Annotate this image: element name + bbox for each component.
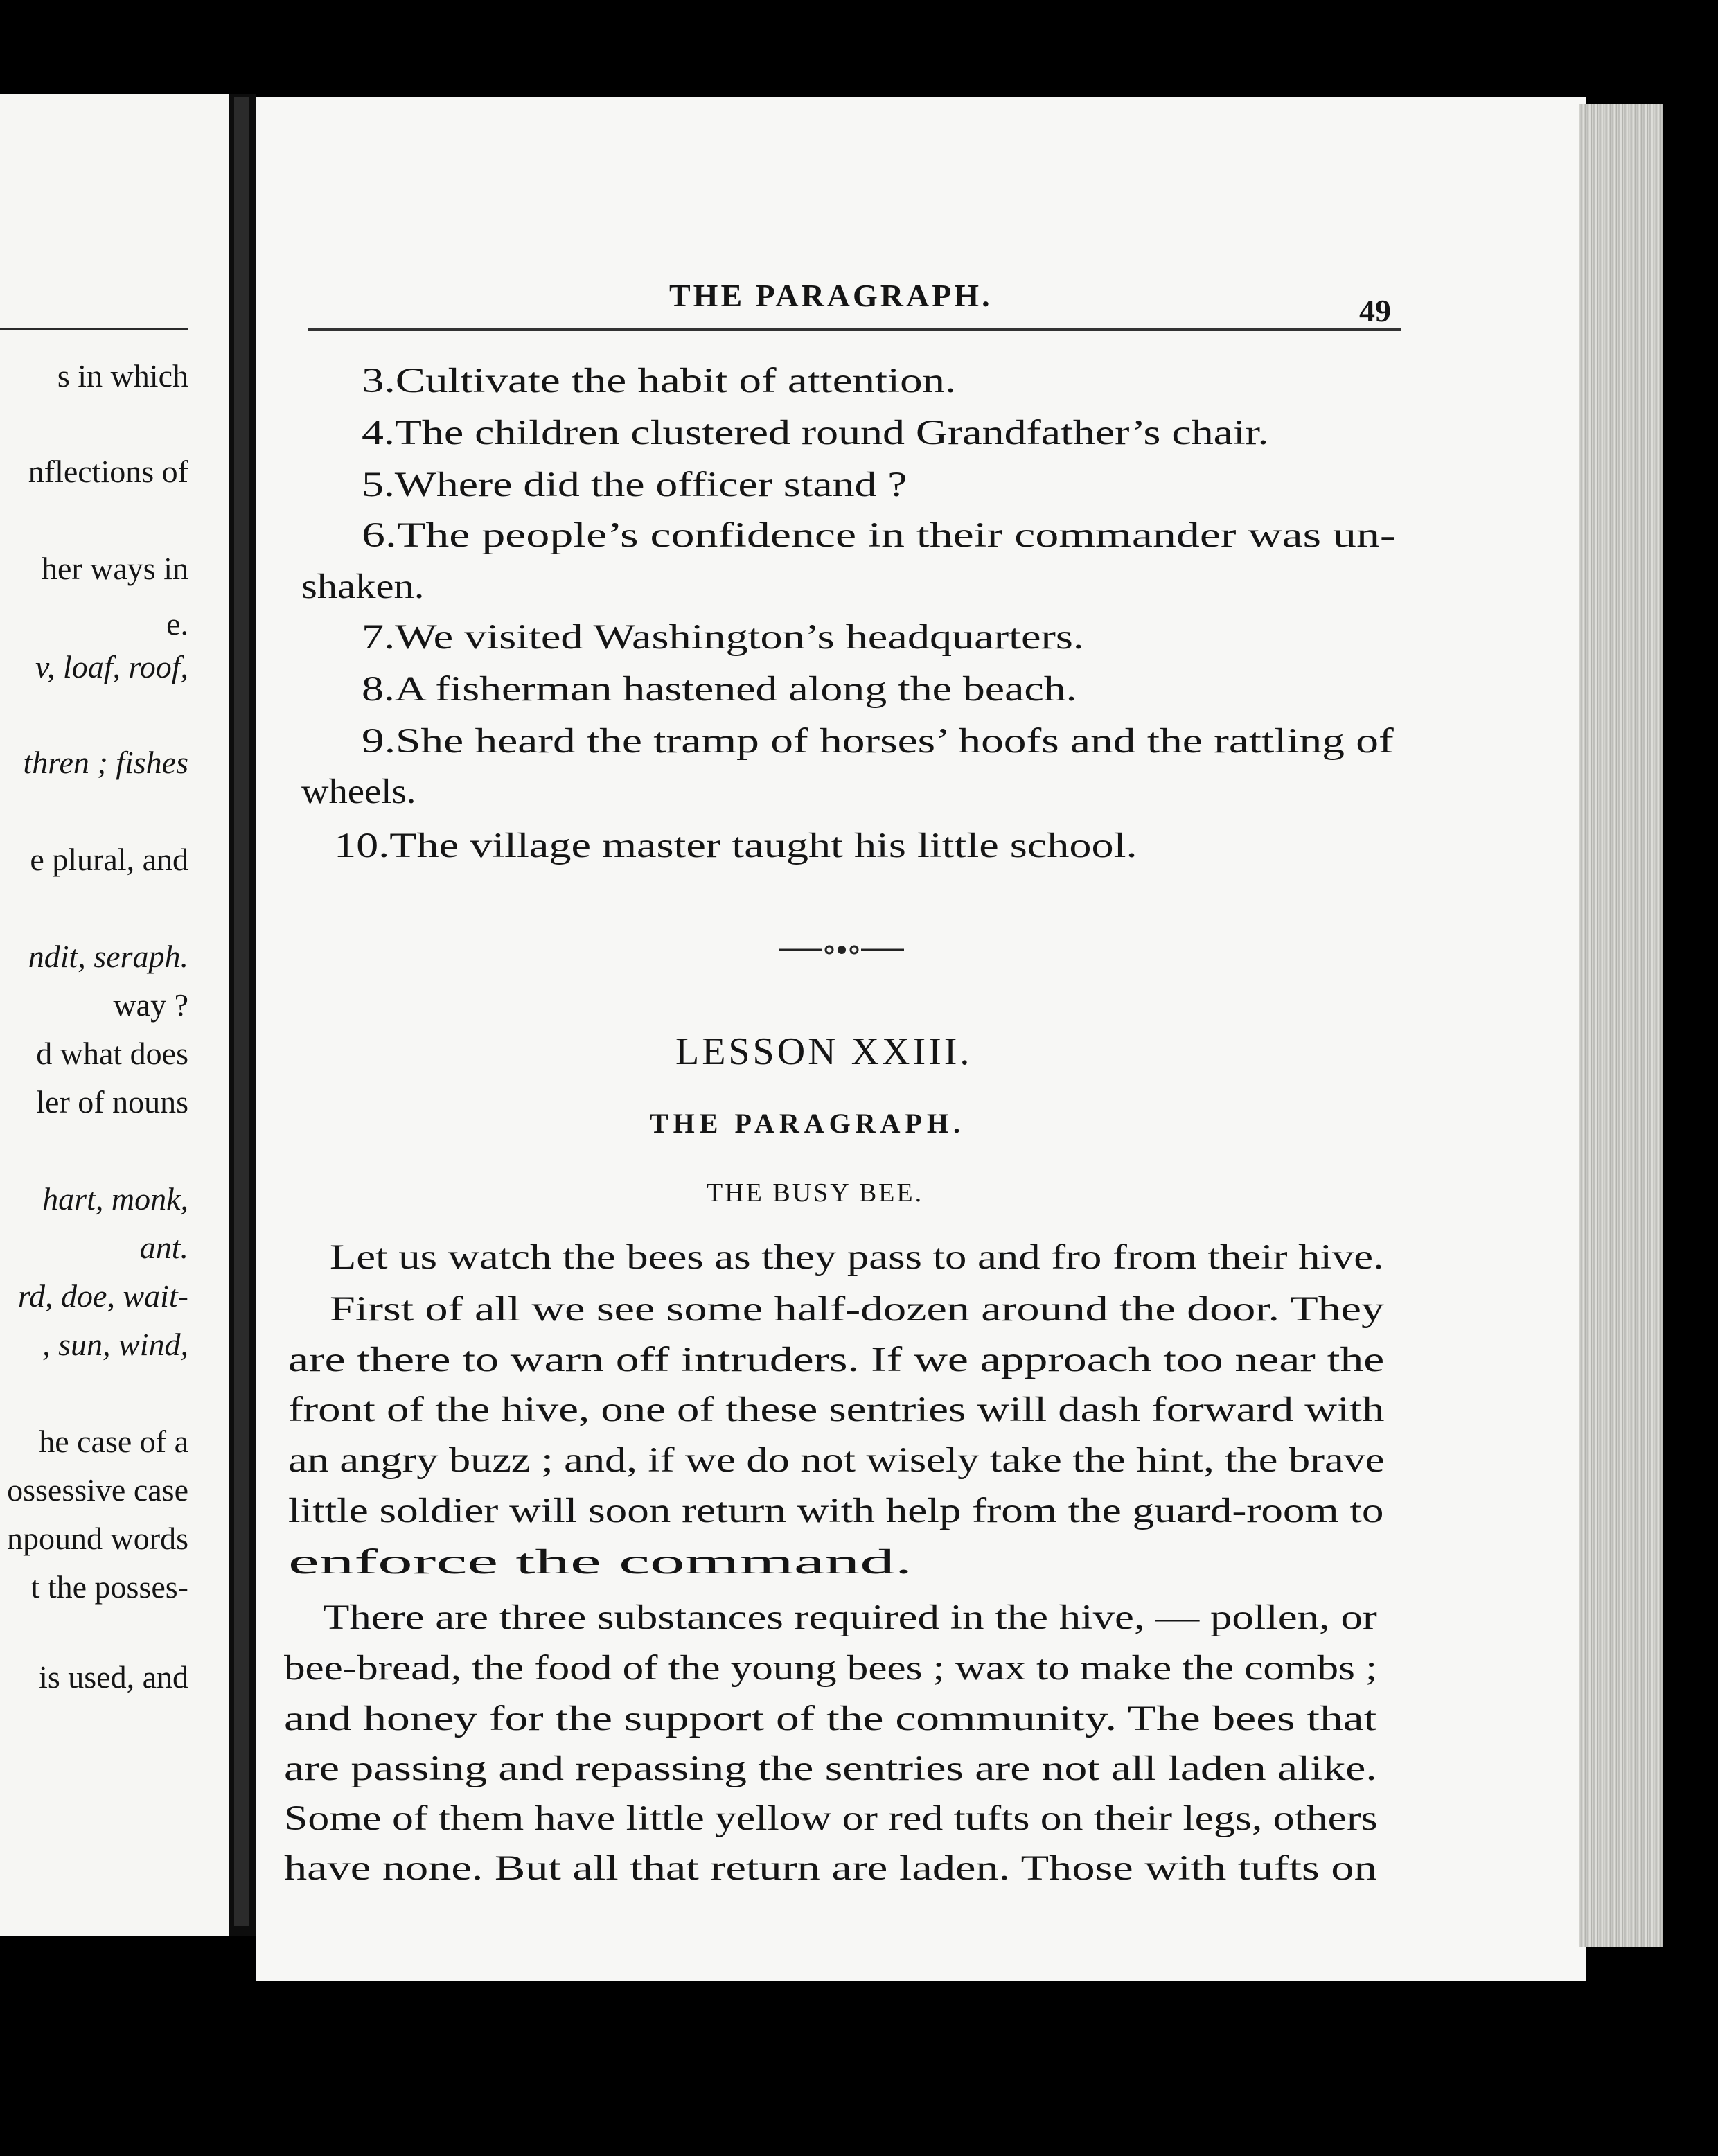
ornament-divider — [779, 939, 904, 960]
exercise-item — [362, 672, 1077, 707]
exercise-text: Cultivate the habit of attention. — [395, 362, 957, 400]
exercise-number: 3. — [362, 362, 396, 400]
exercise-text: Where did the officer stand ? — [394, 466, 907, 504]
exercise-number: 10. — [334, 827, 390, 865]
left-page-fragment: e plural, and — [30, 842, 188, 877]
body-line: have none. But all that return are laden. Those with tufts on — [284, 1849, 1377, 1888]
left-page-fragment: hart, monk, — [42, 1181, 188, 1217]
exercise-number: 6. — [362, 516, 397, 555]
exercise-number: 7. — [362, 618, 396, 657]
book-gutter — [234, 97, 249, 1926]
body-line: First of all we see some half-dozen around the door. They — [330, 1290, 1384, 1329]
left-page-fragment: nflections of — [28, 454, 188, 489]
exercise-continuation: shaken. — [301, 567, 425, 606]
exercise-number: 9. — [362, 722, 396, 761]
page-edges — [1579, 104, 1663, 1947]
exercise-text: We visited Washington’s headquarters. — [395, 618, 1084, 657]
body-line: bee-bread, the food of the young bees ; wax to make the combs ; — [284, 1649, 1378, 1688]
left-page-fragment: v, loaf, roof, — [35, 649, 188, 684]
left-page-fragment: e. — [166, 606, 188, 642]
exercise-text: A fisherman hastened along the beach. — [394, 670, 1077, 709]
page-number: 49 — [1359, 293, 1391, 328]
left-page-fragment: npound words — [7, 1521, 188, 1556]
body-line: little soldier will soon return with help from the guard-room to — [288, 1492, 1384, 1530]
exercise-item — [362, 518, 1395, 554]
exercise-item — [362, 724, 1394, 759]
exercise-item — [362, 468, 907, 503]
body-line: are there to warn off intruders. If we approach too near the — [288, 1341, 1385, 1379]
left-page-fragment: he case of a — [39, 1424, 188, 1459]
body-line: front of the hive, one of these sentries will dash forward with — [288, 1390, 1385, 1429]
left-page-fragment: , sun, wind, — [42, 1327, 188, 1362]
left-page-rule — [0, 328, 188, 330]
exercise-number: 5. — [362, 466, 395, 504]
left-page-fragment: thren ; fishes — [23, 745, 188, 780]
left-page-fragment: s in which — [57, 358, 188, 394]
body-line: There are three substances required in the hive, — pollen, or — [323, 1598, 1377, 1637]
body-line: are passing and repassing the sentries are not all laden alike. — [284, 1749, 1377, 1788]
left-page-fragment: rd, doe, wait- — [17, 1278, 188, 1314]
exercise-item — [362, 364, 956, 399]
running-header: THE PARAGRAPH. — [669, 278, 993, 313]
left-page-fragment: way ? — [113, 987, 188, 1023]
story-title: THE BUSY BEE. — [707, 1178, 924, 1208]
left-page-fragment: ant. — [139, 1230, 188, 1265]
body-line: an angry buzz ; and, if we do not wisely take the hint, the brave — [288, 1441, 1385, 1480]
exercise-item — [362, 620, 1084, 655]
body-line: Some of them have little yellow or red tufts on their legs, others — [284, 1799, 1378, 1838]
left-page-fragment: d what does — [36, 1036, 188, 1071]
body-line: enforce the command. — [288, 1543, 913, 1582]
body-line: Let us watch the bees as they pass to and fro from their hive. — [330, 1238, 1384, 1277]
left-page-fragment: is used, and — [39, 1659, 188, 1695]
header-rule — [308, 328, 1401, 331]
left-page-fragment: ler of nouns — [36, 1084, 188, 1120]
left-page — [0, 94, 229, 1936]
exercise-item — [334, 829, 1137, 864]
body-line: and honey for the support of the community. The bees that — [284, 1699, 1377, 1738]
scan-border — [0, 2078, 1718, 2156]
section-title: THE PARAGRAPH. — [650, 1108, 966, 1139]
exercise-item — [362, 416, 1268, 451]
exercise-number: 8. — [362, 670, 395, 709]
exercise-continuation: wheels. — [301, 772, 416, 811]
exercise-text: The village master taught his little school. — [389, 827, 1137, 865]
left-page-fragment: her ways in — [41, 551, 188, 586]
exercise-text: The children clustered round Grandfather’s chair. — [394, 414, 1269, 452]
exercise-text: The people’s confidence in their commander was un- — [396, 516, 1396, 555]
left-page-fragment: t the posses- — [30, 1569, 188, 1605]
exercise-number: 4. — [362, 414, 395, 452]
left-page-fragment: ossessive case — [7, 1472, 188, 1508]
lesson-title: LESSON XXIII. — [675, 1030, 973, 1073]
left-page-fragment: ndit, seraph. — [28, 939, 188, 974]
exercise-text: She heard the tramp of horses’ hoofs and the rattling of — [396, 722, 1394, 761]
